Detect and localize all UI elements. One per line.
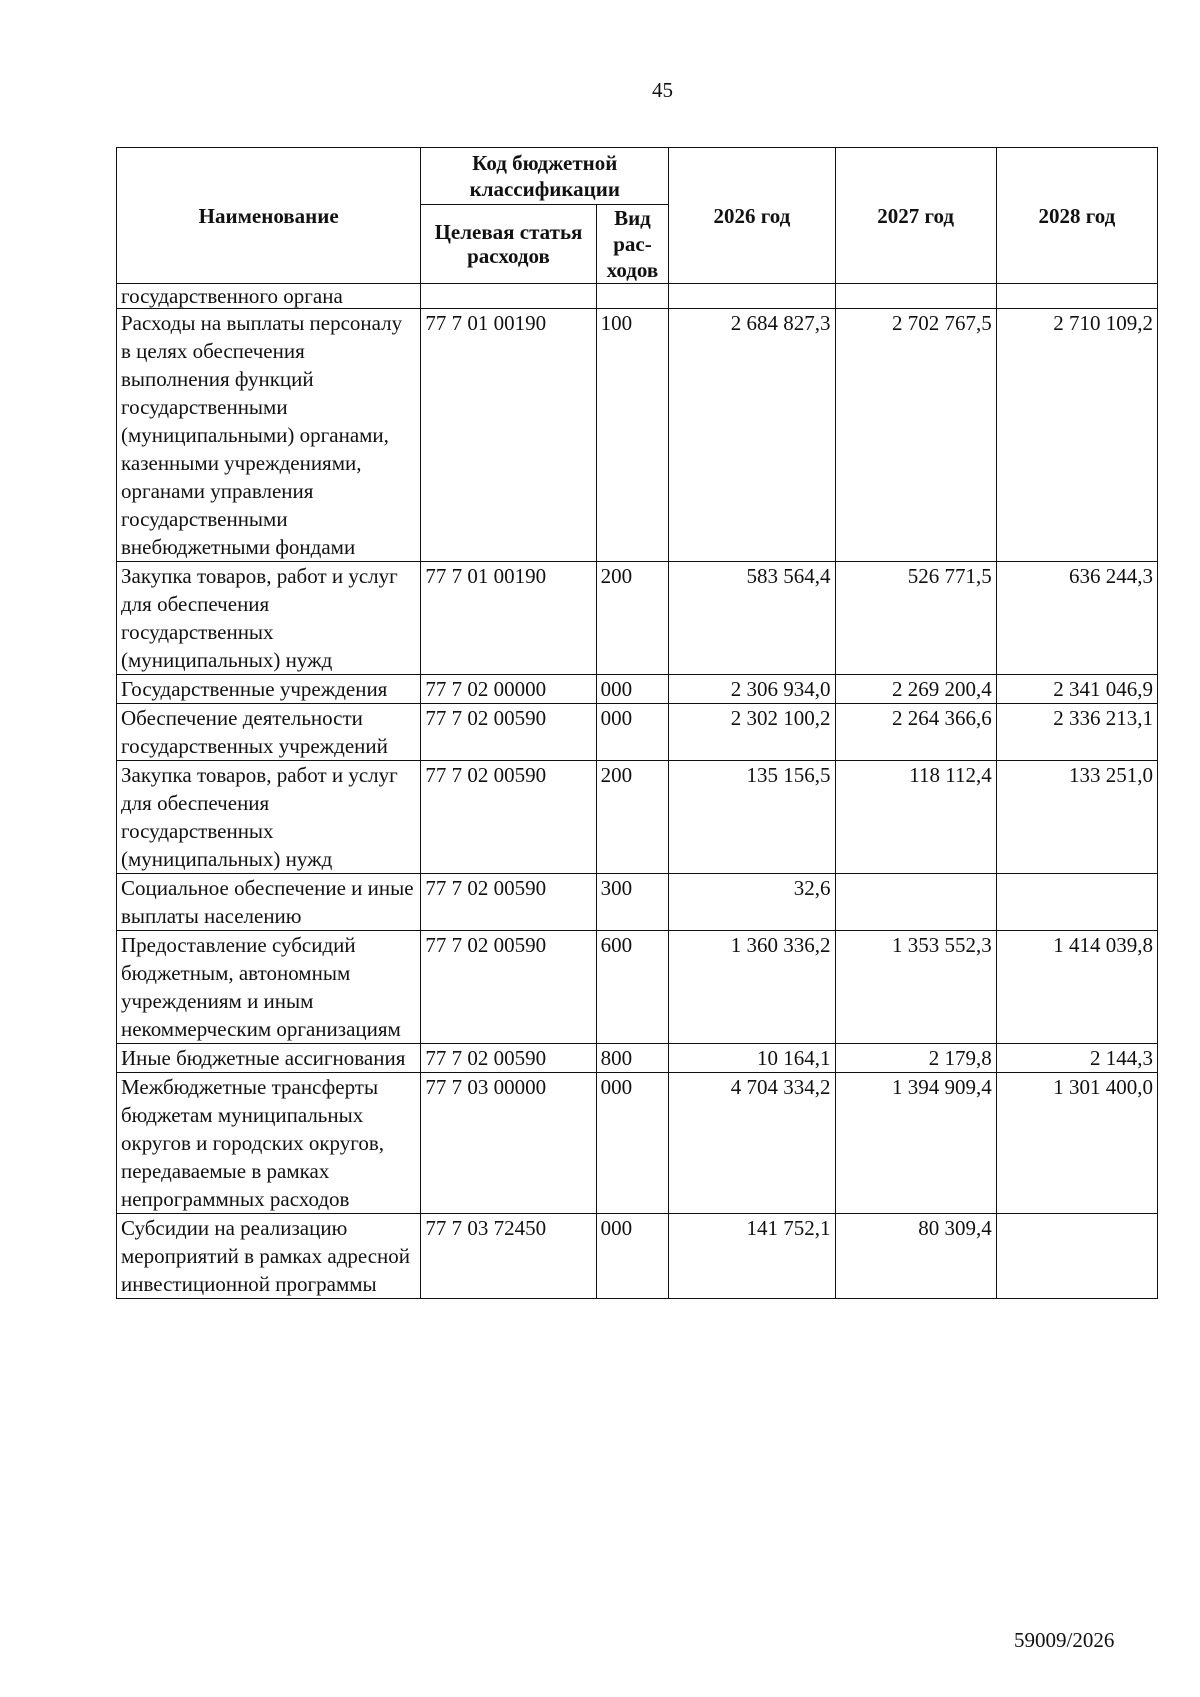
row-2027: 526 771,5 <box>835 562 996 675</box>
header-code-group: Код бюджетной классификации <box>421 148 669 205</box>
row-2027: 80 309,4 <box>835 1214 996 1299</box>
header-year-2026: 2026 год <box>669 148 835 284</box>
row-2028: 2 710 109,2 <box>996 309 1157 562</box>
header-year-2027: 2027 год <box>835 148 996 284</box>
row-2026: 2 302 100,2 <box>669 704 835 761</box>
row-code: 77 7 01 00190 <box>421 562 596 675</box>
header-expense-type: Вид рас-ходов <box>596 205 669 284</box>
row-2026: 1 360 336,2 <box>669 931 835 1044</box>
row-code: 77 7 01 00190 <box>421 309 596 562</box>
row-2028: 1 414 039,8 <box>996 931 1157 1044</box>
document-registration-number: 59009/2026 <box>1014 1628 1115 1652</box>
table-row <box>117 931 1158 1044</box>
row-code: 77 7 02 00590 <box>421 931 596 1044</box>
row-2028: 636 244,3 <box>996 562 1157 675</box>
row-vid: 300 <box>596 874 669 931</box>
row-code: 77 7 02 00000 <box>421 675 596 704</box>
row-2027 <box>835 874 996 931</box>
row-2028: 1 301 400,0 <box>996 1073 1157 1214</box>
table-row <box>117 704 1158 761</box>
row-2028: 2 341 046,9 <box>996 675 1157 704</box>
row-vid <box>596 284 669 309</box>
row-2028: 2 336 213,1 <box>996 704 1157 761</box>
row-name: Закупка товаров, работ и услуг для обеспечения государственных (муниципальных) нужд <box>117 562 421 675</box>
row-2027: 2 264 366,6 <box>835 704 996 761</box>
row-code: 77 7 02 00590 <box>421 874 596 931</box>
header-target-article: Целевая статья расходов <box>421 205 596 284</box>
row-2027: 2 179,8 <box>835 1044 996 1073</box>
row-2026: 141 752,1 <box>669 1214 835 1299</box>
row-vid: 200 <box>596 761 669 874</box>
table-row <box>117 1044 1158 1073</box>
table-row <box>117 1214 1158 1299</box>
row-code: 77 7 02 00590 <box>421 1044 596 1073</box>
row-vid: 000 <box>596 1214 669 1299</box>
row-vid: 000 <box>596 675 669 704</box>
row-2026: 10 164,1 <box>669 1044 835 1073</box>
row-code: 77 7 03 72450 <box>421 1214 596 1299</box>
row-2027: 1 353 552,3 <box>835 931 996 1044</box>
row-code: 77 7 02 00590 <box>421 761 596 874</box>
row-2026: 4 704 334,2 <box>669 1073 835 1214</box>
row-2027: 2 702 767,5 <box>835 309 996 562</box>
row-2026: 583 564,4 <box>669 562 835 675</box>
table-row-continuation <box>117 284 1158 309</box>
header-name: Наименование <box>117 148 421 284</box>
table-row <box>117 1073 1158 1214</box>
row-2026 <box>669 284 835 309</box>
row-vid: 200 <box>596 562 669 675</box>
row-name: Обеспечение деятельности государственных учреждений <box>117 704 421 761</box>
row-2027 <box>835 284 996 309</box>
row-2027: 1 394 909,4 <box>835 1073 996 1214</box>
row-code: 77 7 02 00590 <box>421 704 596 761</box>
row-name: Предоставление субсидий бюджетным, автономным учреждениям и иным некоммерческим организациям <box>117 931 421 1044</box>
table-row <box>117 675 1158 704</box>
table-row <box>117 874 1158 931</box>
row-2026: 2 684 827,3 <box>669 309 835 562</box>
row-code: 77 7 03 00000 <box>421 1073 596 1214</box>
budget-table <box>116 147 1158 1299</box>
row-name: Государственные учреждения <box>117 675 421 704</box>
row-name: Субсидии на реализацию мероприятий в рамках адресной инвестиционной программы <box>117 1214 421 1299</box>
row-2027: 118 112,4 <box>835 761 996 874</box>
row-name: Закупка товаров, работ и услуг для обеспечения государственных (муниципальных) нужд <box>117 761 421 874</box>
table-row <box>117 562 1158 675</box>
row-vid: 600 <box>596 931 669 1044</box>
row-name: Иные бюджетные ассигнования <box>117 1044 421 1073</box>
row-2026: 32,6 <box>669 874 835 931</box>
row-code <box>421 284 596 309</box>
page-number: 45 <box>652 78 673 102</box>
row-2028 <box>996 284 1157 309</box>
row-2026: 135 156,5 <box>669 761 835 874</box>
table-body <box>117 284 1158 1299</box>
row-2027: 2 269 200,4 <box>835 675 996 704</box>
row-name: Межбюджетные трансферты бюджетам муниципальных округов и городских округов, передаваемые в рамках непрограммных расходов <box>117 1073 421 1214</box>
row-name: Социальное обеспечение и иные выплаты населению <box>117 874 421 931</box>
row-2028: 133 251,0 <box>996 761 1157 874</box>
row-name: государственного органа <box>117 284 421 309</box>
row-2028 <box>996 874 1157 931</box>
row-2028: 2 144,3 <box>996 1044 1157 1073</box>
header-year-2028: 2028 год <box>996 148 1157 284</box>
row-2028 <box>996 1214 1157 1299</box>
row-vid: 000 <box>596 704 669 761</box>
row-vid: 000 <box>596 1073 669 1214</box>
row-2026: 2 306 934,0 <box>669 675 835 704</box>
row-name: Расходы на выплаты персоналу в целях обеспечения выполнения функций государственными (муниципальными) органами, казенными учреждениями, органами управления государственными внебюджетными фондами <box>117 309 421 562</box>
table-row <box>117 761 1158 874</box>
row-vid: 100 <box>596 309 669 562</box>
row-vid: 800 <box>596 1044 669 1073</box>
table-row <box>117 309 1158 562</box>
